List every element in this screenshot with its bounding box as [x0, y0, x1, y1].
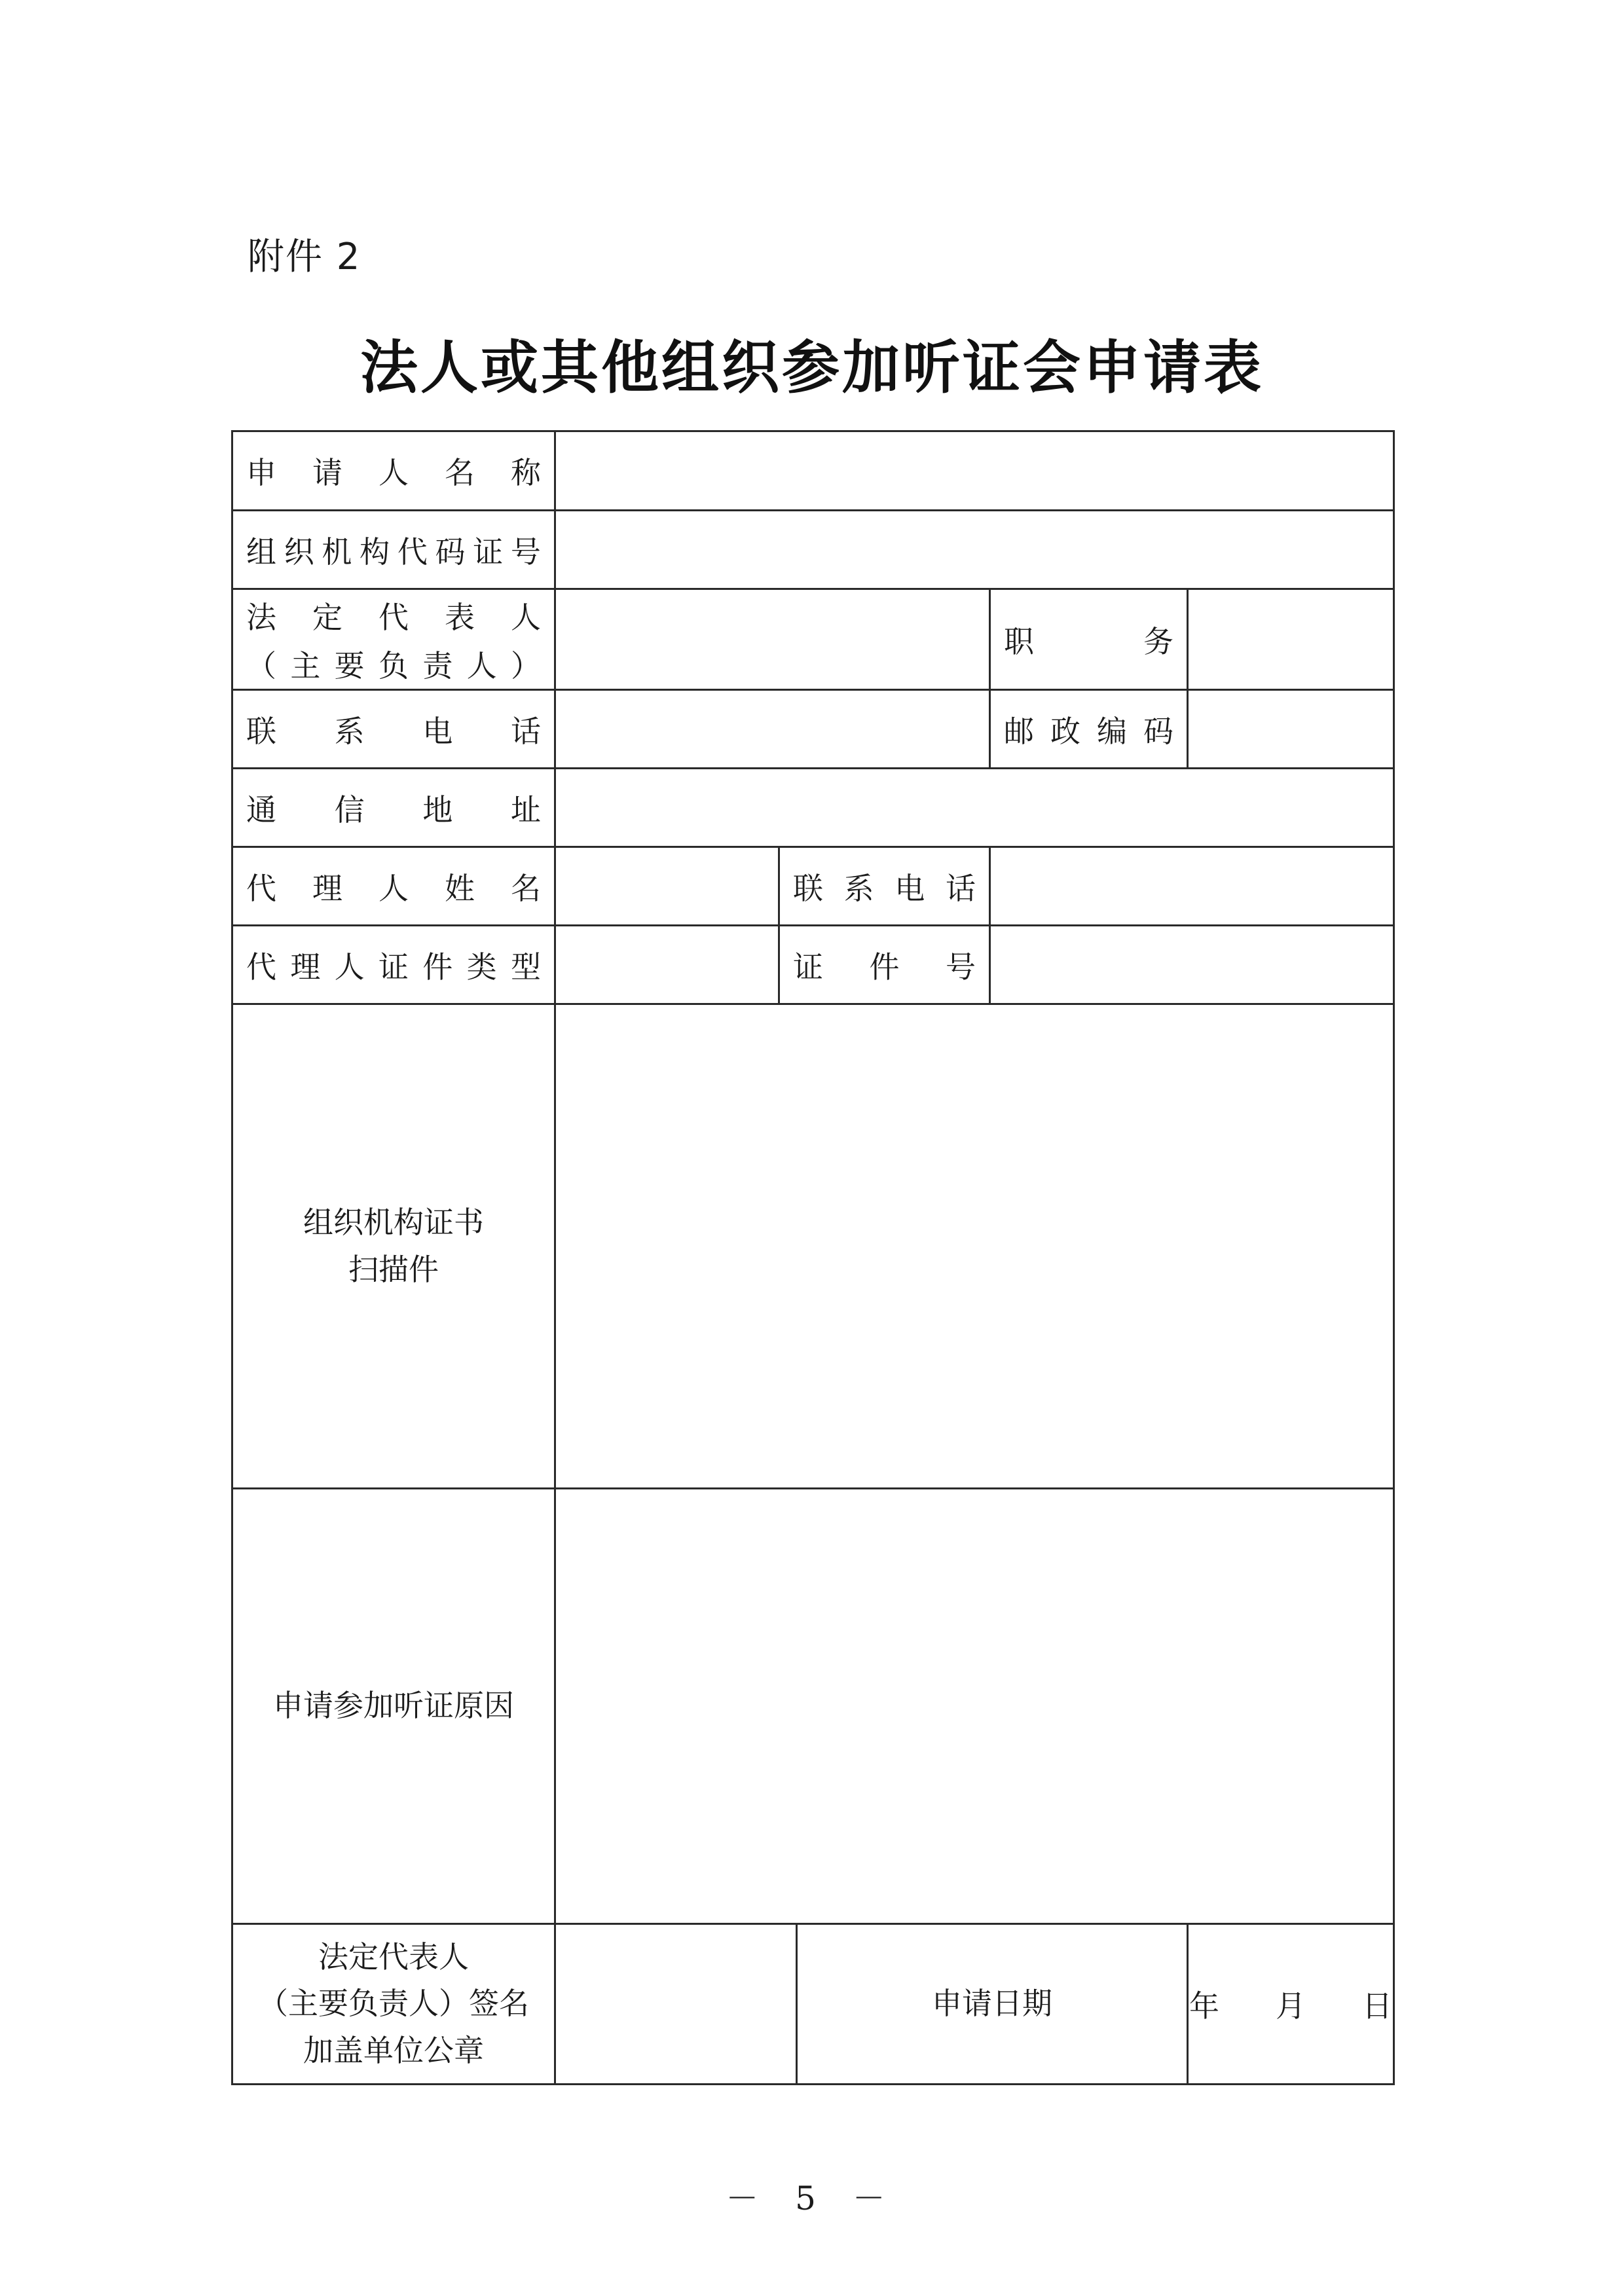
row-reason: [232, 1489, 1394, 1924]
row-org-code: [232, 511, 1394, 589]
label-char: 主: [290, 647, 321, 683]
field-apply-date[interactable]: [1188, 1924, 1394, 2085]
label-char: 人: [511, 599, 541, 635]
row-legal-rep: [232, 589, 1394, 690]
field-id-number[interactable]: [990, 926, 1394, 1004]
label-text: [793, 943, 976, 987]
label-char: 类: [466, 949, 497, 985]
label-position: [990, 589, 1188, 690]
field-position[interactable]: [1188, 589, 1394, 690]
label-char: 系: [334, 713, 365, 749]
label-char: 号: [510, 534, 541, 570]
page-number: － 5 －: [726, 2179, 898, 2217]
label-char: 理: [290, 949, 321, 985]
label-char: 联: [246, 713, 276, 749]
label-char: 话: [945, 870, 976, 906]
label-org-code: [232, 511, 555, 589]
label-char: 联: [793, 870, 823, 906]
label-char: 证: [473, 534, 504, 570]
field-legal-rep[interactable]: [555, 589, 990, 690]
row-agent-id: [232, 926, 1394, 1004]
field-applicant-name[interactable]: [555, 431, 1394, 511]
label-char: 定: [312, 599, 342, 635]
label-char: 址: [510, 792, 541, 828]
label-char: 代: [397, 534, 428, 570]
label-char: 编: [1097, 713, 1127, 749]
label-char: 务: [1143, 623, 1173, 659]
field-reason[interactable]: [555, 1489, 1394, 1924]
label-text: [246, 943, 541, 987]
label-char: 代: [246, 949, 276, 985]
label-char: 要: [334, 647, 365, 683]
label-char: 代: [378, 599, 409, 635]
label-org-cert: 组织机构证书 扫描件: [232, 1004, 555, 1489]
label-char: 电: [422, 713, 453, 749]
label-char: 通: [246, 792, 276, 828]
label-char: 人: [334, 949, 365, 985]
application-form: [231, 430, 1395, 2085]
label-char: 姓: [445, 870, 475, 906]
row-applicant-name: [232, 431, 1394, 511]
label-char: 负: [378, 647, 409, 683]
label-char: 号: [946, 949, 976, 985]
label-reason: 申请参加听证原因: [232, 1489, 555, 1924]
label-char: 型: [510, 949, 541, 985]
label-char: ）: [510, 647, 541, 683]
label-char: 电: [895, 870, 925, 906]
label-char: 码: [1143, 713, 1173, 749]
label-agent-id-type: [232, 926, 555, 1004]
label-char: 码: [435, 534, 466, 570]
row-agent-name: [232, 847, 1394, 926]
label-postal-code: [990, 690, 1188, 769]
label-char: 机: [322, 534, 352, 570]
label-char: 构: [360, 534, 390, 570]
label-char: 人: [378, 455, 409, 490]
label-char: 法: [246, 599, 276, 635]
label-char: 责: [422, 647, 453, 683]
label-phone: [232, 690, 555, 769]
row-org-cert: [232, 1004, 1394, 1489]
field-postal-code[interactable]: [1188, 690, 1394, 769]
label-text: [246, 642, 541, 685]
label-char: 邮: [1004, 713, 1034, 749]
row-signature: [232, 1924, 1394, 2085]
field-address[interactable]: [555, 769, 1394, 847]
label-text: [246, 594, 541, 637]
label-char: 代: [246, 870, 276, 906]
field-phone[interactable]: [555, 690, 990, 769]
label-char: 理: [312, 870, 342, 906]
label-char: 件: [869, 949, 900, 985]
label-apply-date: 申请日期: [797, 1924, 1188, 2085]
field-agent-name[interactable]: [555, 847, 779, 926]
label-text: [793, 865, 976, 908]
label-char: 织: [284, 534, 314, 570]
date-day: 日: [1362, 1988, 1393, 2024]
label-char: 地: [422, 792, 453, 828]
label-text: [246, 528, 541, 572]
label-char: 组: [246, 534, 276, 570]
label-char: 证: [793, 949, 823, 985]
label-char: 职: [1004, 623, 1034, 659]
label-agent-name: [232, 847, 555, 926]
label-text: [1004, 708, 1173, 751]
label-char: 表: [445, 599, 475, 635]
label-text: [246, 786, 541, 829]
field-agent-id-type[interactable]: [555, 926, 779, 1004]
spaced-text: [246, 449, 541, 492]
label-char: 申: [246, 455, 276, 490]
label-char: 人: [466, 647, 497, 683]
label-char: 称: [511, 455, 541, 490]
label-char: 请: [312, 455, 342, 490]
row-address: [232, 769, 1394, 847]
label-text: [246, 865, 541, 908]
row-phone: [232, 690, 1394, 769]
label-char: 名: [445, 455, 475, 490]
label-applicant-name: [232, 431, 555, 511]
label-char: 名: [511, 870, 541, 906]
label-address: [232, 769, 555, 847]
label-char: 人: [378, 870, 409, 906]
label-char: 政: [1050, 713, 1080, 749]
label-char: 话: [510, 713, 541, 749]
label-text: [1004, 618, 1173, 661]
label-char: 系: [843, 870, 874, 906]
field-org-code[interactable]: [555, 511, 1394, 589]
field-signature[interactable]: [555, 1924, 797, 2085]
field-agent-phone[interactable]: [990, 847, 1394, 926]
label-legal-rep: [232, 589, 555, 690]
label-char: 证: [378, 949, 409, 985]
date-year: 年: [1189, 1988, 1220, 2024]
label-text: [246, 708, 541, 751]
label-char: （: [246, 647, 276, 683]
label-char: 件: [422, 949, 453, 985]
form-title: 法人或其他组织参加听证会申请表: [360, 334, 1264, 401]
label-id-number: [779, 926, 990, 1004]
field-org-cert-scan[interactable]: [555, 1004, 1394, 1489]
label-agent-phone: [779, 847, 990, 926]
label-char: 信: [334, 792, 365, 828]
attachment-label: 附件 2: [248, 236, 361, 278]
label-signature: 法定代表人 （主要负责人）签名 加盖单位公章: [232, 1924, 555, 2085]
date-month: 月: [1276, 1988, 1306, 2024]
